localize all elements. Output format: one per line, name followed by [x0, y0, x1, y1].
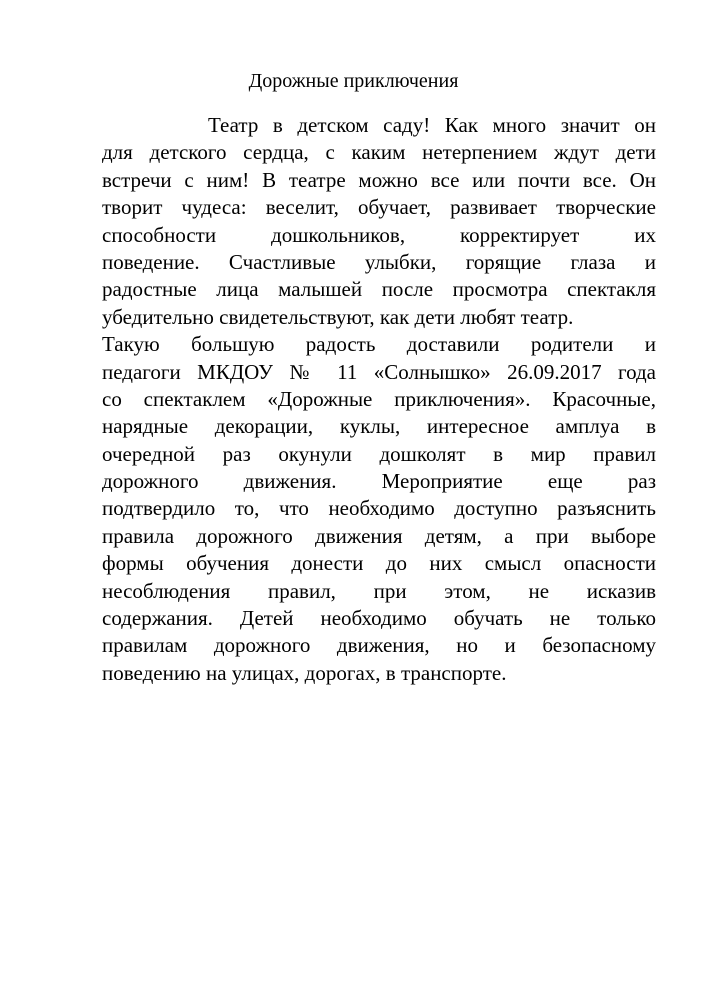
paragraph-line: содержания. Детей необходимо обучать не только — [102, 606, 656, 631]
paragraph-line: поведение. Счастливые улыбки, горящие глаза и — [102, 249, 656, 274]
document-body — [102, 112, 656, 687]
paragraph-line: нарядные декорации, куклы, интересное амплуа в — [102, 414, 656, 439]
paragraph-line: несоблюдения правил, при этом, не исказив — [102, 578, 656, 603]
paragraph-line: педагоги МКДОУ № 11 «Солнышко» 26.09.2017 года — [102, 359, 656, 384]
paragraph-line: убедительно свидетельствуют, как дети любят театр. — [102, 304, 574, 329]
paragraph-line: поведению на улицах, дорогах, в транспорте. — [102, 660, 507, 685]
paragraph-line: подтвердило то, что необходимо доступно разъяснить — [102, 496, 656, 521]
paragraph-line: очередной раз окунули дошколят в мир правил — [102, 441, 656, 466]
paragraph-line: Театр в детском саду! Как много значит он — [208, 113, 656, 137]
paragraph-line: для детского сердца, с каким нетерпением ждут дети — [102, 140, 656, 165]
document-title: Дорожные приключения — [248, 70, 459, 92]
paragraph-line: радостные лица малышей после просмотра спектакля — [102, 277, 656, 302]
paragraph-line: творит чудеса: веселит, обучает, развивает творческие — [102, 195, 656, 220]
paragraph-line: способности дошкольников, корректирует их — [102, 222, 656, 247]
paragraph-line: встречи с ним! В театре можно все или почти все. Он — [102, 167, 656, 192]
paragraph-line: формы обучения донести до них смысл опасности — [102, 551, 656, 576]
paragraph-line: дорожного движения. Мероприятие еще раз — [102, 469, 656, 494]
paragraph-line: правила дорожного движения детям, а при выборе — [102, 523, 656, 548]
paragraph-line: правилам дорожного движения, но и безопасному — [102, 633, 656, 658]
paragraph-line: Такую большую радость доставили родители и — [102, 332, 656, 357]
paragraph-line: со спектаклем «Дорожные приключения». Красочные, — [102, 386, 656, 411]
